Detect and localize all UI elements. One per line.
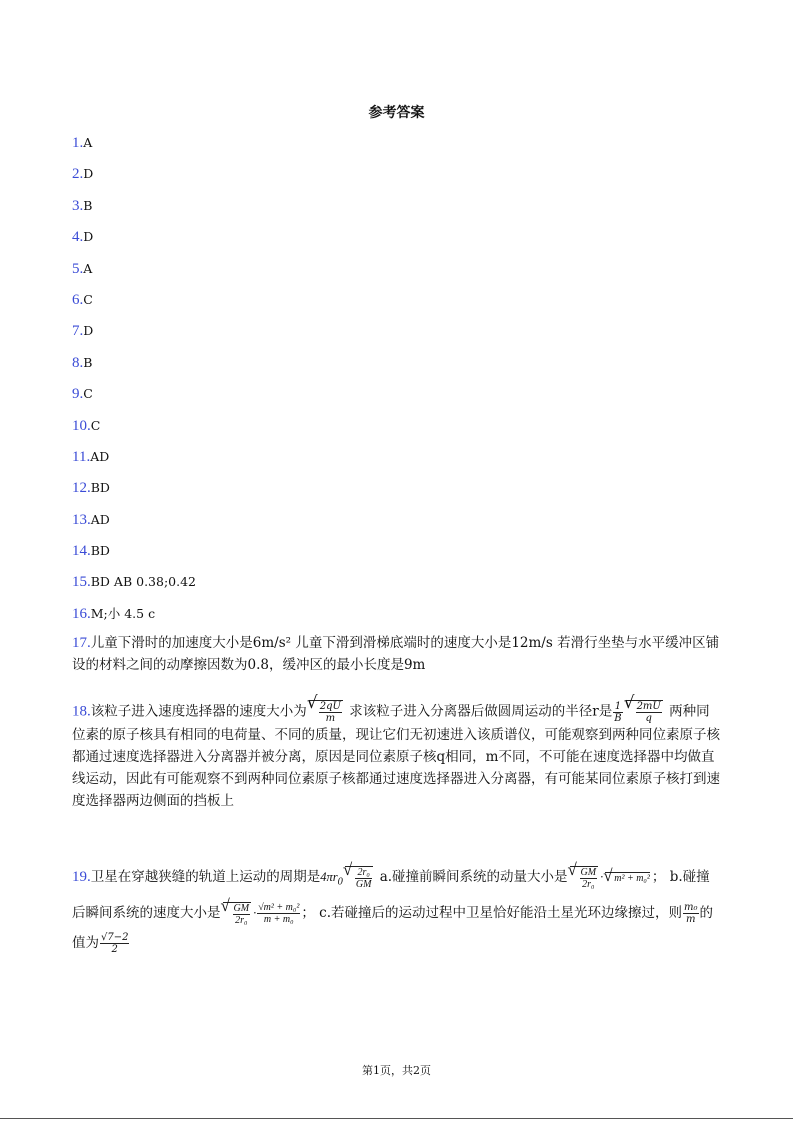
answer-text: D xyxy=(83,166,94,182)
formula-momentum xyxy=(568,867,652,891)
answer-number: 9. xyxy=(72,386,84,403)
formula-denominator: m xyxy=(686,913,696,925)
answer-item xyxy=(72,384,722,415)
answer-number: 2. xyxy=(72,166,84,183)
page-title: 参考答案 xyxy=(368,105,425,121)
formula-denominator: 2r₀ xyxy=(582,879,595,891)
formula-denominator: 2 xyxy=(111,943,118,955)
answer-text-4: ； c.若碰撞后的运动过程中卫星恰好能沿土星光环边缘擦过，则 xyxy=(301,904,682,921)
answer-item xyxy=(72,164,722,195)
answer-text: BD xyxy=(90,480,110,496)
answer-number: 1. xyxy=(72,135,84,151)
formula-denominator: 2r₀ xyxy=(235,914,248,926)
formula-numerator: √ 2r₀ xyxy=(355,867,373,879)
answer-item xyxy=(72,196,722,227)
formula-denominator: m xyxy=(325,713,336,724)
answer-text: BD xyxy=(90,543,110,559)
answer-number: 19. xyxy=(72,869,91,885)
page-bottom-rule xyxy=(0,1118,793,1119)
answer-item xyxy=(72,227,722,258)
formula-numerator: √ GM xyxy=(233,902,250,914)
answer-text: BD AB 0.38;0.42 xyxy=(90,574,196,590)
answer-number: 6. xyxy=(72,291,84,308)
answer-number: 11. xyxy=(72,448,91,465)
answer-number: 4. xyxy=(72,229,84,246)
formula-denominator: q xyxy=(645,713,652,724)
answer-19 xyxy=(72,862,722,958)
answer-text: AD xyxy=(90,448,110,464)
formula-radicand: m² + m₀² xyxy=(614,873,650,885)
answer-text: AD xyxy=(90,511,110,527)
answer-number: 15. xyxy=(72,574,91,591)
formula-numerator: √ GM xyxy=(580,867,597,879)
answer-number: 10. xyxy=(72,417,91,434)
answer-item xyxy=(72,353,722,384)
formula-dot: · xyxy=(600,870,604,884)
answer-item xyxy=(72,290,722,321)
formula-numerator: √ 2mU xyxy=(636,701,661,712)
answer-text: A xyxy=(83,260,93,276)
formula-period xyxy=(320,867,375,891)
formula-denominator: GM xyxy=(355,879,372,891)
formula-part: 4πr xyxy=(320,870,338,884)
answer-number: 13. xyxy=(72,511,91,528)
answer-text: C xyxy=(83,386,93,402)
formula-numerator: √7−2 xyxy=(101,931,129,943)
formula-dot: · xyxy=(253,905,257,920)
answer-number: 8. xyxy=(72,354,84,371)
answer-item xyxy=(72,133,722,164)
answer-number: 17. xyxy=(72,635,91,651)
page-footer: 第1页，共2页 xyxy=(362,1064,431,1077)
answer-text-5: 的值为 xyxy=(72,904,713,951)
answer-text-3: 两种同位素的原子核具有相同的电荷量、不同的质量，现让它们无初速进入该质谱仪，可能观察到两种同位素原子核都通过速度选择器进入分离器并被分离，原因是同位素原子核q相同，m不同，不可能在速度选择器中均做直线运动，因此有可能观察不到两种同位素原子核都通过速度选择器进入分离器，有可能某同位素原子核打到速度选择器两边侧面的挡板上 xyxy=(72,703,720,809)
answer-18 xyxy=(72,700,722,812)
formula-radius xyxy=(626,700,663,724)
answer-number: 18. xyxy=(72,703,91,720)
answer-text-1: 该粒子进入速度选择器的速度大小为 xyxy=(90,703,307,720)
formula-denominator: m + m₀ xyxy=(263,914,294,926)
answer-text: C xyxy=(90,417,101,433)
answer-item xyxy=(72,510,722,541)
formula-radius-prefactor xyxy=(613,701,622,724)
answer-text-3: ； b.碰撞后瞬间系统的速度大小是 xyxy=(72,869,710,921)
answer-text-2: a.碰撞前瞬间系统的动量大小是 xyxy=(375,869,568,885)
formula-numerator: m₀ xyxy=(684,901,698,913)
formula-velocity xyxy=(309,700,343,724)
formula-ratio-value xyxy=(100,932,129,955)
answer-number: 7. xyxy=(72,323,84,340)
formula-numerator: √m² + m₀² xyxy=(258,902,300,914)
answer-number: 16. xyxy=(72,605,91,622)
answer-text: D xyxy=(83,323,94,339)
answer-text: M;小 4.5 c xyxy=(90,605,156,621)
answer-text-1: 卫星在穿越狭缝的轨道上运动的周期是 xyxy=(90,869,321,885)
answer-number: 14. xyxy=(72,543,91,560)
formula-mass-ratio xyxy=(683,902,699,925)
answer-item xyxy=(72,604,722,635)
answer-17 xyxy=(72,632,722,676)
answer-item xyxy=(72,478,722,509)
answer-number: 3. xyxy=(72,197,84,214)
answer-item xyxy=(72,541,722,572)
answer-number: 5. xyxy=(72,260,84,277)
answer-text: B xyxy=(83,354,93,370)
answer-text: C xyxy=(83,291,93,307)
formula-velocity-after xyxy=(221,902,302,926)
answer-number: 12. xyxy=(72,480,91,497)
formula-numerator: √ 2qU xyxy=(319,701,341,712)
answer-item xyxy=(72,416,722,447)
answer-text-2: 求该粒子进入分离器后做圆周运动的半径r是 xyxy=(344,703,613,720)
formula-subscript: 0 xyxy=(337,876,343,888)
answer-item xyxy=(72,572,722,603)
formula-numerator: 1 xyxy=(614,700,622,712)
answer-text: D xyxy=(83,229,94,245)
answer-list xyxy=(72,133,722,635)
answer-text: A xyxy=(83,135,93,150)
answer-item xyxy=(72,447,722,478)
answer-item xyxy=(72,321,722,352)
formula-denominator: B xyxy=(614,712,622,724)
answer-item xyxy=(72,259,722,290)
answer-text: B xyxy=(83,197,93,213)
answer-text: 儿童下滑时的加速度大小是6m/s² 儿童下滑到滑梯底端时的速度大小是12m/s 若滑行坐垫与水平缓冲区铺设的材料之间的动摩擦因数为0.8，缓冲区的最小长度是9m xyxy=(72,635,720,673)
